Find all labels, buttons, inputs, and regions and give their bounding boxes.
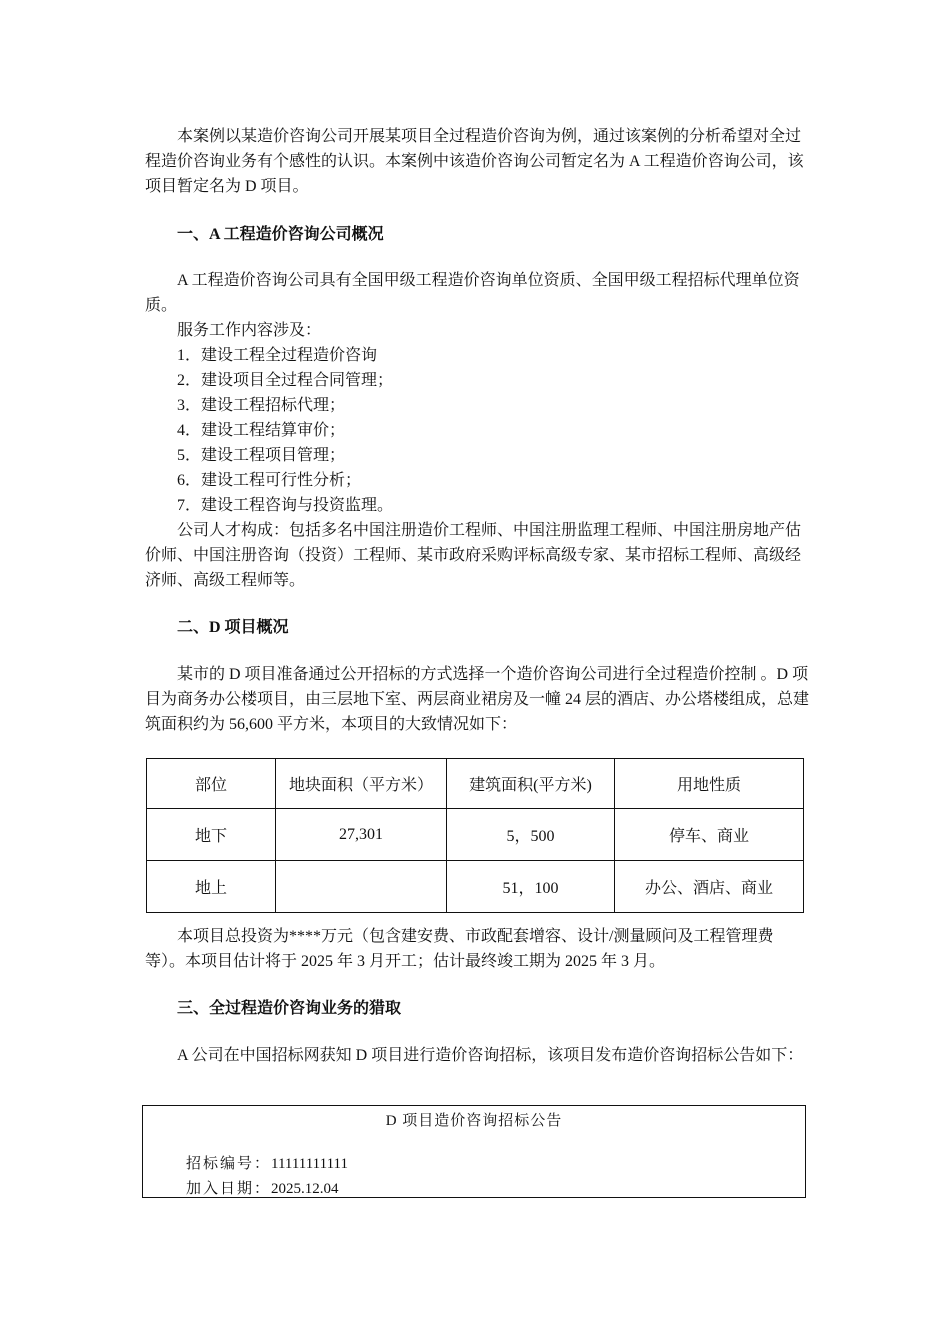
- notice-date-label: 加入日期：: [186, 1181, 272, 1197]
- table-cell: 27,301: [276, 809, 447, 861]
- table-row: [147, 809, 804, 861]
- section3-paragraph: A 公司在中国招标网获知 D 项目进行造价咨询招标，该项目发布造价咨询招标公告如下：: [177, 1047, 804, 1064]
- tender-notice-box: [142, 1105, 806, 1198]
- intro-paragraph: 本案例以某造价咨询公司开展某项目全过程造价咨询为例，通过该案例的分析希望对全过程造价咨询业务有个感性的认识。本案例中该造价咨询公司暂定名为 A 工程造价咨询公司，该项目暂定名为 D 项目。: [145, 128, 804, 195]
- service-item-4: 4．建设工程结算审价；: [177, 422, 346, 439]
- service-item-5: 5．建设工程项目管理；: [177, 447, 346, 464]
- service-item-2: 2．建设项目全过程合同管理；: [177, 372, 394, 389]
- investment-paragraph: 本项目总投资为****万元（包含建安费、市政配套增容、设计/测量顾问及工程管理费等）。本项目估计将于 2025 年 3 月开工；估计最终竣工期为 2025 年 3 月。: [145, 928, 774, 970]
- section3-heading: 三、全过程造价咨询业务的猎取: [177, 1000, 402, 1017]
- notice-code-row: [186, 1152, 348, 1173]
- notice-code-value: 11111111111: [271, 1156, 348, 1172]
- section2-paragraph: 某市的 D 项目准备通过公开招标的方式选择一个造价咨询公司进行全过程造价控制 。D 项目为商务办公楼项目，由三层地下室、两层商业裙房及一幢 24 层的酒店、办公塔楼组成，总建筑面积约为 56,600 平方米，本项目的大致情况如下：: [145, 666, 810, 733]
- service-item-6: 6．建设工程可行性分析；: [177, 472, 362, 489]
- table-row: [147, 861, 804, 913]
- staff-paragraph: 公司人才构成：包括多名中国注册造价工程师、中国注册监理工程师、中国注册房地产估价师、中国注册咨询（投资）工程师、某市政府采购评标高级专家、某市招标工程师、高级经济师、高级工程师等。: [145, 522, 802, 589]
- table-header-cell: 部位: [147, 759, 276, 809]
- table-cell: [276, 861, 447, 913]
- table-header-row: [147, 759, 804, 809]
- table-cell: 5，500: [447, 809, 615, 861]
- section1-heading: 一、A 工程造价咨询公司概况: [177, 226, 384, 243]
- notice-code-label: 招标编号：: [186, 1156, 272, 1172]
- service-item-7: 7．建设工程咨询与投资监理。: [177, 497, 394, 514]
- service-item-1: 1．建设工程全过程造价咨询: [177, 347, 378, 364]
- table-cell: 停车、商业: [615, 809, 804, 861]
- services-label: 服务工作内容涉及：: [177, 322, 322, 339]
- project-area-table: [146, 758, 804, 913]
- table-cell: 地上: [147, 861, 276, 913]
- service-item-3: 3．建设工程招标代理；: [177, 397, 346, 414]
- section1-paragraph: A 工程造价咨询公司具有全国甲级工程造价咨询单位资质、全国甲级工程招标代理单位资质。: [145, 272, 800, 314]
- table-cell: 办公、酒店、商业: [615, 861, 804, 913]
- notice-date-row: [186, 1177, 339, 1198]
- table-cell: 51，100: [447, 861, 615, 913]
- table-header-cell: 用地性质: [615, 759, 804, 809]
- notice-date-value: 2025.12.04: [271, 1181, 339, 1197]
- table-header-cell: 建筑面积(平方米): [447, 759, 615, 809]
- table-cell: 地下: [147, 809, 276, 861]
- table-header-cell: 地块面积（平方米）: [276, 759, 447, 809]
- notice-title: D 项目造价咨询招标公告: [385, 1113, 563, 1129]
- section2-heading: 二、D 项目概况: [177, 619, 289, 636]
